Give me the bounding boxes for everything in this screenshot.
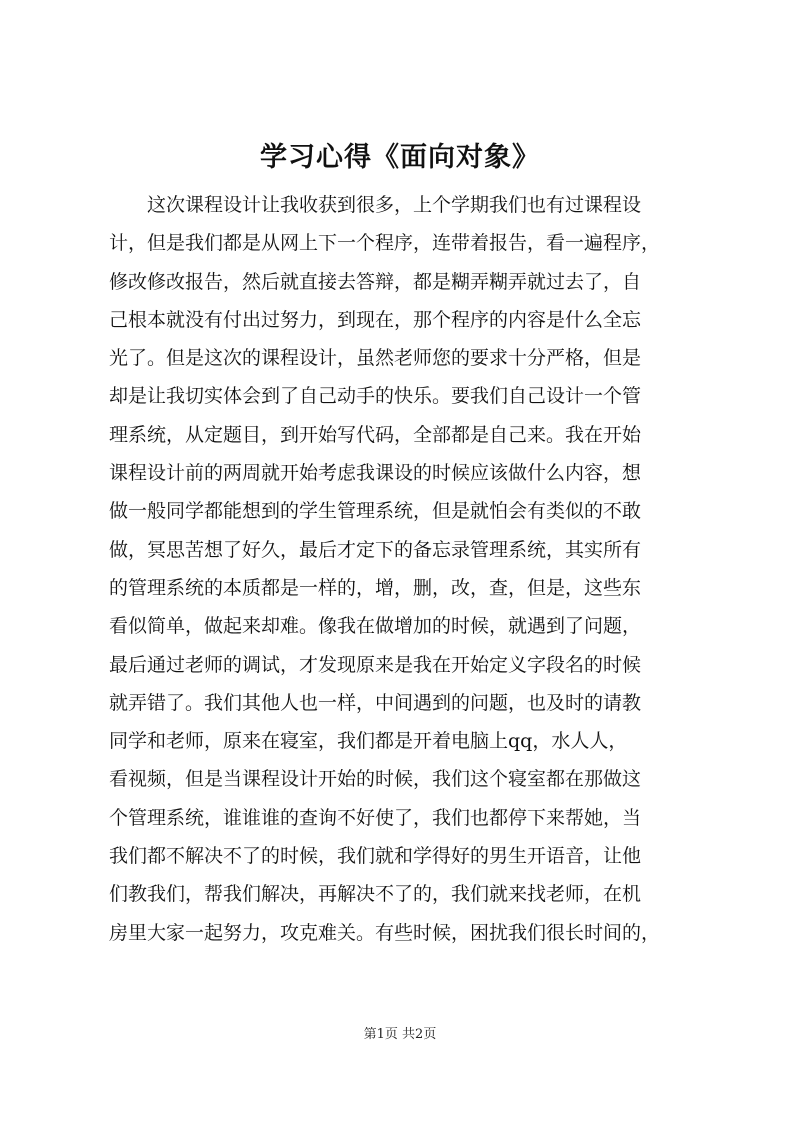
text-line: 就弄错了。我们其他人也一样，中间遇到的问题，也及时的请教 — [109, 691, 642, 714]
text-line: 看视频，但是当课程设计开始的时候，我们这个寝室都在那做这 — [109, 768, 642, 791]
text-line: 个管理系统，谁谁谁的查询不好使了，我们也都停下来帮她，当 — [109, 806, 642, 829]
document-title: 学习心得《面向对象》 — [260, 142, 540, 173]
text-line: 计，但是我们都是从网上下一个程序，连带着报告，看一遍程序， — [109, 232, 661, 255]
text-line: 同学和老师，原来在寝室，我们都是开着电脑上qq，水人人， — [109, 730, 628, 753]
text-line: 光了。但是这次的课程设计，虽然老师您的要求十分严格，但是 — [109, 347, 642, 370]
text-line: 做一般同学都能想到的学生管理系统，但是就怕会有类似的不敢 — [109, 500, 642, 523]
text-line: 理系统，从定题目，到开始写代码，全部都是自己来。我在开始 — [109, 423, 642, 446]
body-paragraph — [109, 186, 709, 952]
text-line: 做，冥思苦想了好久，最后才定下的备忘录管理系统，其实所有 — [109, 538, 642, 561]
text-line: 最后通过老师的调试，才发现原来是我在开始定义字段名的时候 — [109, 653, 642, 676]
page-number-footer: 第1页 共2页 — [363, 1027, 437, 1042]
text-line: 却是让我切实体会到了自己动手的快乐。要我们自己设计一个管 — [109, 385, 642, 408]
text-line: 房里大家一起努力，攻克难关。有些时候，困扰我们很长时间的， — [109, 921, 661, 944]
text-line: 课程设计前的两周就开始考虑我课设的时候应该做什么内容，想 — [109, 462, 642, 485]
text-line: 看似简单，做起来却难。像我在做增加的时候，就遇到了问题， — [109, 615, 642, 638]
text-line: 们教我们，帮我们解决，再解决不了的，我们就来找老师，在机 — [109, 883, 642, 906]
text-line: 这次课程设计让我收获到很多，上个学期我们也有过课程设 — [147, 194, 642, 216]
text-line: 己根本就没有付出过努力，到现在，那个程序的内容是什么全忘 — [109, 308, 642, 331]
text-line: 修改修改报告，然后就直接去答辩，都是糊弄糊弄就过去了，自 — [109, 270, 642, 293]
text-line: 的管理系统的本质都是一样的，增，删，改，查，但是，这些东 — [109, 576, 642, 599]
text-line: 我们都不解决不了的时候，我们就和学得好的男生开语音，让他 — [109, 845, 642, 868]
